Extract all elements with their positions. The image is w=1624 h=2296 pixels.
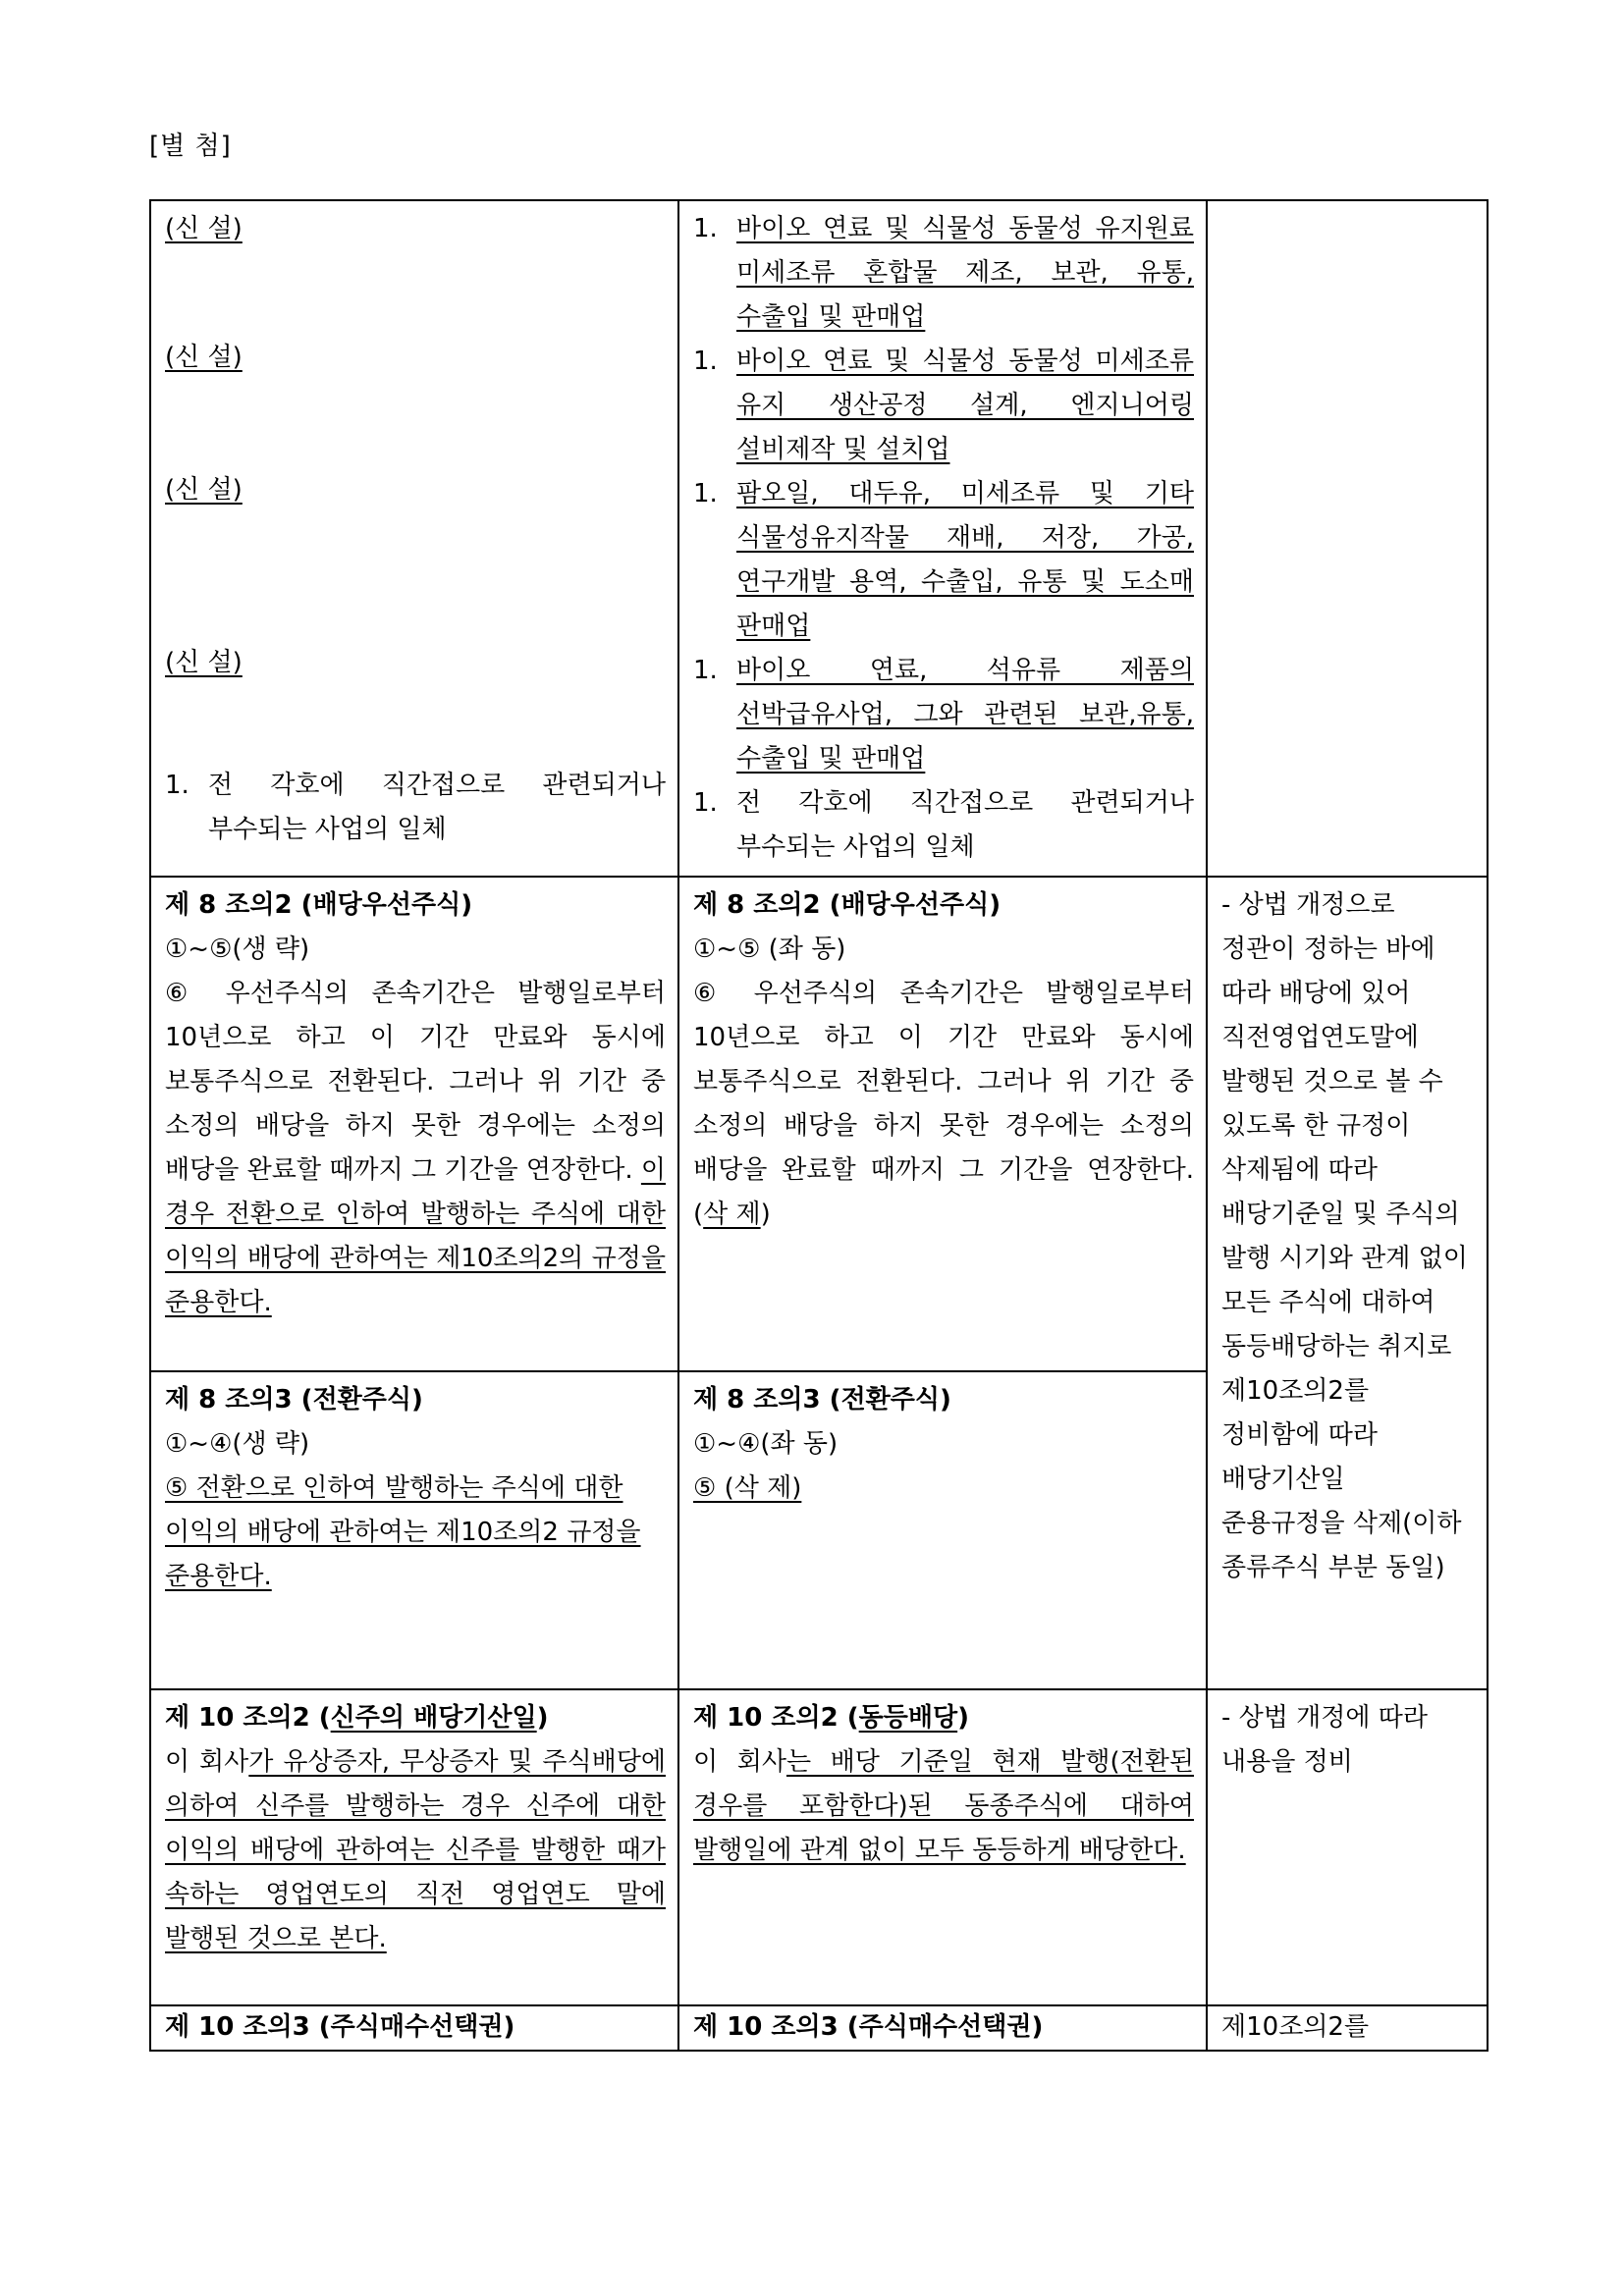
clause-sub: ①~⑤ (좌 동) <box>693 934 846 964</box>
list-item <box>165 764 666 852</box>
list-item <box>693 472 1194 649</box>
clause-body: ⑤ (삭 제) <box>693 1473 802 1503</box>
clause-sub: ①~⑤(생 략) <box>165 934 310 964</box>
item-text: 팜오일, 대두유, 미세조류 및 기타 식물성유지작물 재배, 저장, 가공, 연구개발 용역, 수출입, 유통 및 도소매 판매업 <box>736 479 1194 641</box>
new-clause-cell <box>678 2005 1207 2051</box>
new-marker: (신 설) <box>165 475 243 505</box>
new-clause-cell <box>678 200 1207 877</box>
table-row <box>150 2005 1488 2051</box>
item-text: 바이오 연료, 석유류 제품의 선박급유사업, 그와 관련된 보관,유통,수출입 및 판매업 <box>736 656 1194 774</box>
clause-title: 제 8 조의2 (배당우선주식) <box>693 890 1001 920</box>
old-clause-cell <box>150 877 678 1371</box>
item-text: 바이오 연료 및 식물성 동물성 유지원료 미세조류 혼합물 제조, 보관, 유통, 수출입 및 판매업 <box>736 214 1194 332</box>
clause-body: 이 회사는 배당 기준일 현재 발행(전환된 경우를 포함한다)된 동종주식에 대하여 발행일에 관계 없이 모두 동등하게 배당한다. <box>693 1747 1194 1865</box>
item-number: 1. <box>693 788 718 818</box>
item-text: 바이오 연료 및 식물성 동물성 미세조류 유지 생산공정 설계, 엔지니어링 설비제작 및 설치업 <box>736 347 1194 464</box>
note-text: 제10조의2를 <box>1221 2012 1370 2042</box>
list-item <box>693 649 1194 781</box>
item-number: 1. <box>693 656 718 685</box>
list-item <box>693 207 1194 340</box>
clause-title: 제 8 조의3 (전환주식) <box>165 1385 423 1415</box>
page-header: [별 첨] <box>149 132 232 161</box>
clause-body: ⑤ 전환으로 인하여 발행하는 주식에 대한 이익의 배당에 관하여는 제10조의2 규정을 준용한다. <box>165 1473 641 1591</box>
clause-title: 제 8 조의3 (전환주식) <box>693 1385 951 1415</box>
clause-body: ⑥ 우선주식의 존속기간은 발행일로부터 10년으로 하고 이 기간 만료와 동시에 보통주식으로 전환된다. 그러나 위 기간 중 소정의 배당을 하지 못한 경우에는 소정의 배당을 완료할 때까지 그 기간을 연장한다. (삭 제) <box>693 979 1194 1229</box>
new-marker: (신 설) <box>165 343 243 372</box>
new-marker: (신 설) <box>165 214 243 243</box>
table-row <box>150 877 1488 1371</box>
clause-title: 제 10 조의2 (신주의 배당기산일) <box>165 1703 549 1733</box>
old-clause-cell <box>150 200 678 877</box>
note-text: - 상법 개정으로 정관이 정하는 바에 따라 배당에 있어 직전영업연도말에 발행된 것으로 볼 수 있도록 한 규정이 삭제됨에 따라 배당기준일 및 주식의 발행 시기와 관계 없이 모든 주식에 대하여 동등배당하는 취지로 제10조의2를 정비함에 따라 배당기산일 준용규정을 삭제(이하 종류주식 부분 동일) <box>1221 890 1468 1582</box>
note-cell <box>1207 877 1488 1689</box>
old-clause-cell <box>150 1689 678 2005</box>
clause-title: 제 10 조의3 (주식매수선택권) <box>693 2012 1044 2042</box>
note-cell <box>1207 1689 1488 2005</box>
clause-body: ⑥ 우선주식의 존속기간은 발행일로부터 10년으로 하고 이 기간 만료와 동시에 보통주식으로 전환된다. 그러나 위 기간 중 소정의 배당을 하지 못한 경우에는 소정의 배당을 완료할 때까지 그 기간을 연장한다. 이 경우 전환으로 인하여 발행하는 주식에 대한 이익의 배당에 관하여는 제10조의2의 규정을 준용한다. <box>165 979 667 1317</box>
item-number: 1. <box>693 479 718 508</box>
item-number: 1. <box>693 214 718 243</box>
note-text: - 상법 개정에 따라 내용을 정비 <box>1221 1703 1428 1777</box>
old-clause-cell <box>150 1371 678 1689</box>
item-text: 전 각호에 직간접으로 관련되거나 부수되는 사업의 일체 <box>736 788 1194 862</box>
clause-sub: ①~④(좌 동) <box>693 1429 839 1459</box>
new-marker: (신 설) <box>165 648 243 677</box>
clause-title: 제 10 조의2 (동등배당) <box>693 1703 970 1733</box>
note-cell <box>1207 2005 1488 2051</box>
table-row <box>150 1689 1488 2005</box>
list-item <box>693 340 1194 472</box>
item-text: 전 각호에 직간접으로 관련되거나 부수되는 사업의 일체 <box>208 771 666 844</box>
clause-body: 이 회사가 유상증자, 무상증자 및 주식배당에 의하여 신주를 발행하는 경우 신주에 대한 이익의 배당에 관하여는 신주를 발행한 때가 속하는 영업연도의 직전 영업연도 말에 발행된 것으로 본다. <box>165 1747 666 1953</box>
clause-title: 제 8 조의2 (배당우선주식) <box>165 890 473 920</box>
clause-title: 제 10 조의3 (주식매수선택권) <box>165 2012 515 2042</box>
new-clause-cell <box>678 1371 1207 1689</box>
note-cell <box>1207 200 1488 877</box>
new-clause-cell <box>678 877 1207 1371</box>
comparison-table <box>149 199 1489 2052</box>
new-clause-cell <box>678 1689 1207 2005</box>
item-number: 1. <box>693 347 718 376</box>
table-row <box>150 200 1488 877</box>
list-item <box>693 781 1194 870</box>
old-clause-cell <box>150 2005 678 2051</box>
item-number: 1. <box>165 771 189 800</box>
clause-sub: ①~④(생 략) <box>165 1429 310 1459</box>
